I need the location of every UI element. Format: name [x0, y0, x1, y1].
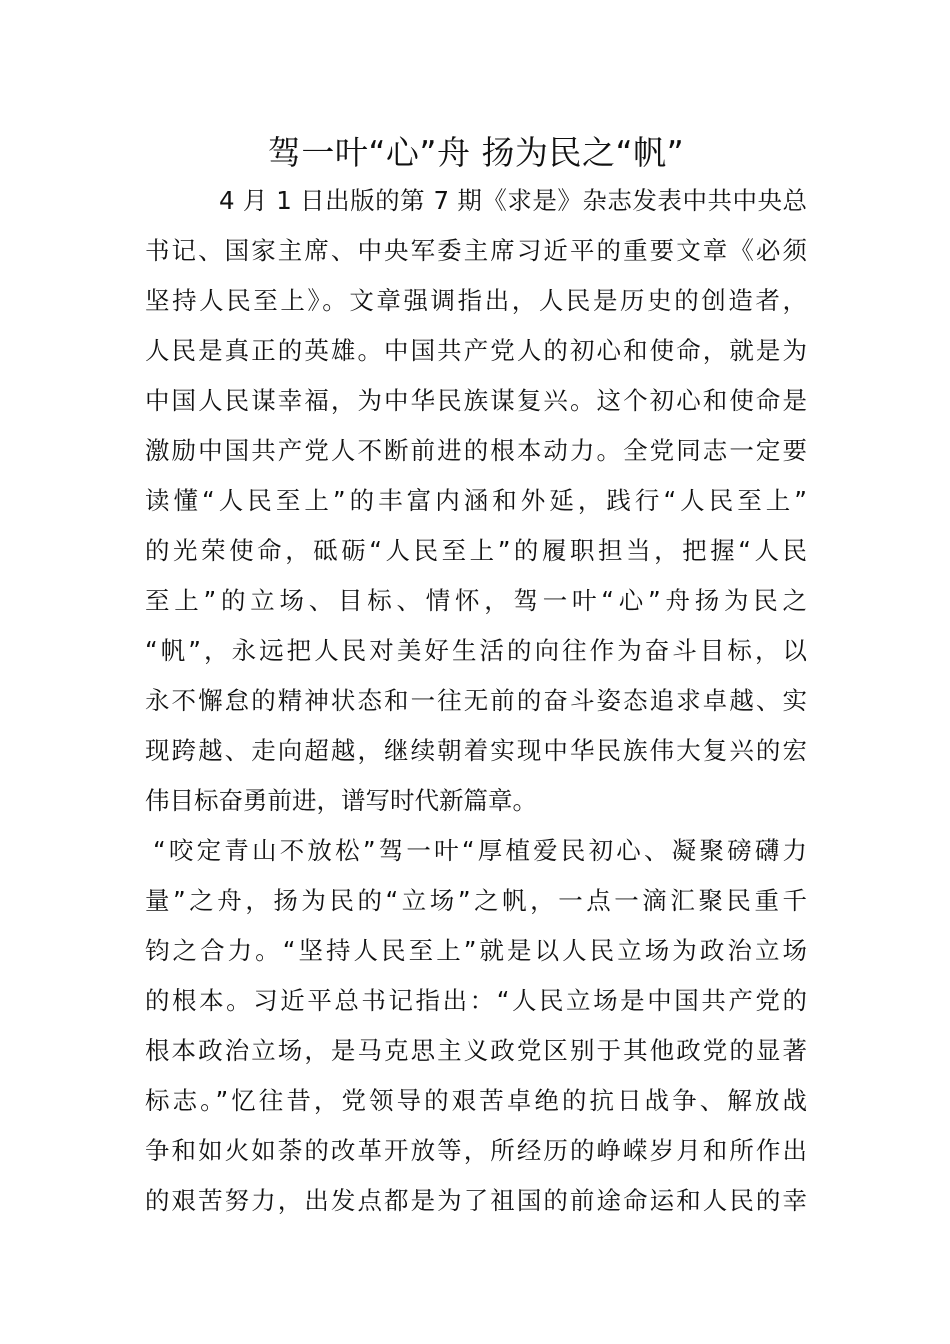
paragraph-line: 至上”的立场、目标、情怀，驾一叶“心”舟扬为民之	[145, 586, 807, 615]
paragraph-line: 的根本。习近平总书记指出：“人民立场是中国共产党的	[145, 986, 807, 1015]
paragraph-line: 的艰苦努力，出发点都是为了祖国的前途命运和人民的幸	[145, 1186, 807, 1215]
paragraph-line: 人民是真正的英雄。中国共产党人的初心和使命，就是为	[145, 336, 807, 365]
paragraph-line: 争和如火如荼的改革开放等，所经历的峥嵘岁月和所作出	[145, 1136, 807, 1165]
paragraph-line: 现跨越、走向超越，继续朝着实现中华民族伟大复兴的宏	[145, 736, 807, 765]
paragraph-line: 坚持人民至上》。文章强调指出，人民是历史的创造者，	[145, 286, 807, 315]
paragraph-line: 的光荣使命，砥砺“人民至上”的履职担当，把握“人民	[145, 536, 807, 565]
paragraph-line: 读懂“人民至上”的丰富内涵和外延，践行“人民至上”	[145, 486, 807, 515]
paragraph-line: 钧之合力。“坚持人民至上”就是以人民立场为政治立场	[145, 936, 807, 965]
paragraph-line: 伟目标奋勇前进，谱写时代新篇章。	[145, 786, 537, 815]
paragraph-line: 4 月 1 日出版的第 7 期《求是》杂志发表中共中央总	[219, 186, 807, 215]
paragraph-line: 标志。”忆往昔，党领导的艰苦卓绝的抗日战争、解放战	[145, 1086, 807, 1115]
document-body	[145, 176, 807, 1226]
paragraph-line: 书记、国家主席、中央军委主席习近平的重要文章《必须	[145, 236, 807, 265]
paragraph-line: “帆”，永远把人民对美好生活的向往作为奋斗目标，以	[145, 636, 807, 665]
paragraph-line: 激励中国共产党人不断前进的根本动力。全党同志一定要	[145, 436, 807, 465]
paragraph-line: 根本政治立场，是马克思主义政党区别于其他政党的显著	[145, 1036, 807, 1065]
paragraph-line: “咬定青山不放松”驾一叶“厚植爱民初心、凝聚磅礴力	[153, 836, 807, 865]
document-title: 驾一叶“心”舟 扬为民之“帆”	[267, 133, 685, 172]
paragraph-line: 永不懈怠的精神状态和一往无前的奋斗姿态追求卓越、实	[145, 686, 807, 715]
paragraph-line: 量”之舟，扬为民的“立场”之帆，一点一滴汇聚民重千	[145, 886, 807, 915]
paragraph-line: 中国人民谋幸福，为中华民族谋复兴。这个初心和使命是	[145, 386, 807, 415]
